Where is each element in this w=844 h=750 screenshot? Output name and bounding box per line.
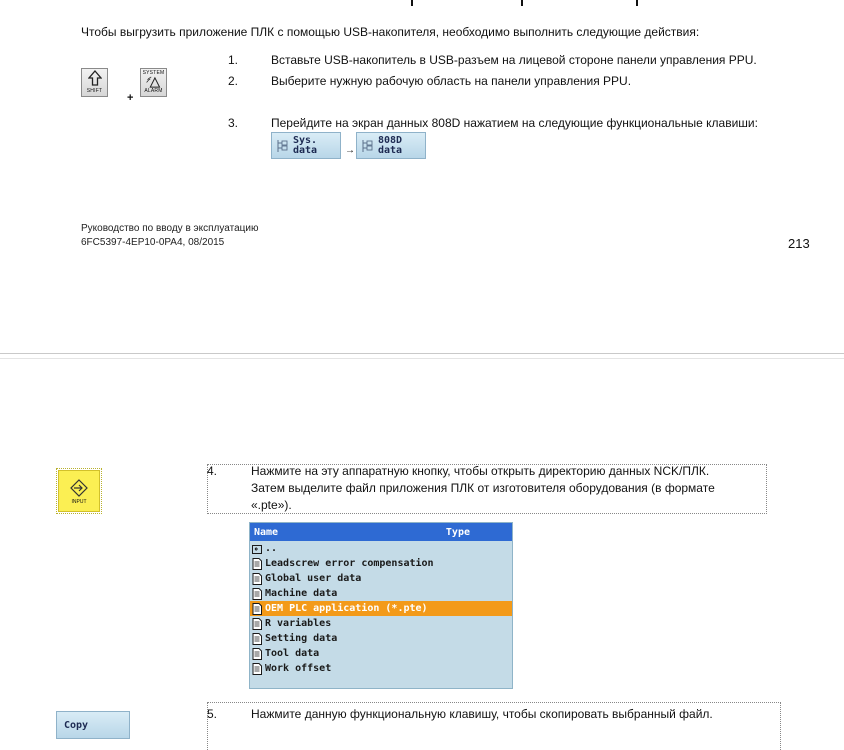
step-number: 3. — [227, 116, 238, 130]
file-list-item[interactable] — [250, 601, 512, 616]
table-tick — [636, 0, 638, 6]
shift-arrow-icon — [88, 70, 102, 86]
footer-manual-title: Руководство по вводу в эксплуатацию — [81, 223, 259, 234]
input-key[interactable] — [58, 470, 100, 512]
arrow-right-icon: → — [345, 145, 355, 156]
page-separator — [0, 358, 844, 359]
step4-line: Нажмите на эту аппаратную кнопку, чтобы открыть директорию данных NCK/ПЛК. — [251, 464, 710, 478]
file-list-rows — [250, 541, 512, 676]
file-list-item[interactable] — [250, 646, 512, 661]
file-icon — [252, 663, 262, 675]
file-icon — [252, 558, 262, 570]
file-icon — [252, 603, 262, 615]
copy-softkey[interactable] — [56, 711, 130, 739]
folder-tree-icon — [361, 138, 373, 154]
file-list-item-label: .. — [265, 543, 278, 554]
table-tick — [411, 0, 413, 6]
page-separator — [0, 353, 844, 354]
file-list-item[interactable] — [250, 571, 512, 586]
file-list-item-label: Machine data — [265, 588, 338, 599]
step-number: 1. — [227, 53, 238, 67]
softkey-line2: data — [378, 144, 403, 156]
file-list-item-label: OEM PLC application (*.pte) — [265, 603, 428, 614]
plus-sign: + — [127, 92, 134, 104]
file-list-item[interactable] — [250, 586, 512, 601]
intro-text: Чтобы выгрузить приложение ПЛК с помощью USB-накопителя, необходимо выполнить следующие действия: — [81, 25, 700, 39]
softkey-line1: 808D — [378, 134, 403, 146]
step-number: 4. — [207, 464, 218, 478]
alarm-key-label: ALARM — [144, 88, 163, 94]
system-key-label: SYSTEM — [142, 70, 165, 76]
file-icon — [252, 633, 262, 645]
file-icon — [252, 648, 262, 660]
file-icon — [252, 618, 262, 630]
file-list-panel — [249, 522, 513, 689]
step4-line: «.pte»). — [251, 498, 292, 512]
copy-softkey-label: Copy — [64, 719, 89, 731]
table-tick — [521, 0, 523, 6]
footer-doc-number: 6FC5397-4EP10-0PA4, 08/2015 — [81, 237, 225, 248]
column-name-header: Name — [254, 526, 279, 538]
file-list-item-label: Tool data — [265, 648, 320, 659]
file-list-item[interactable] — [250, 541, 512, 556]
file-list-item-label: Leadscrew error compensation — [265, 558, 434, 569]
input-enter-icon — [69, 478, 89, 498]
step-number: 5. — [207, 707, 218, 721]
step4-line: Затем выделите файл приложения ПЛК от изготовителя оборудования (в формате — [251, 481, 715, 495]
step-number: 2. — [227, 74, 238, 88]
shift-key[interactable] — [81, 68, 108, 97]
input-key-label: INPUT — [71, 498, 87, 505]
file-list-item-label: Work offset — [265, 663, 332, 674]
808d-data-softkey[interactable] — [356, 132, 426, 159]
step-text: Вставьте USB-накопитель в USB-разъем на лицевой стороне панели управления PPU. — [271, 53, 757, 67]
shift-key-label: SHIFT — [86, 88, 103, 94]
file-list-item[interactable] — [250, 661, 512, 676]
file-list-item-label: Setting data — [265, 633, 338, 644]
folder-tree-icon — [276, 138, 288, 154]
file-list-item[interactable] — [250, 616, 512, 631]
step-text: Выберите нужную рабочую область на панели управления PPU. — [271, 74, 632, 88]
file-list-item-label: R variables — [265, 618, 332, 629]
sys-data-softkey[interactable] — [271, 132, 341, 159]
file-icon — [252, 588, 262, 600]
file-list-header — [250, 523, 512, 541]
step5-text: Нажмите данную функциональную клавишу, чтобы скопировать выбранный файл. — [251, 707, 713, 721]
softkey-line1: Sys. — [293, 134, 318, 146]
file-list-item[interactable] — [250, 556, 512, 571]
page-number: 213 — [788, 236, 810, 251]
file-icon — [252, 573, 262, 585]
alarm-icon — [145, 76, 163, 88]
column-type-header: Type — [445, 526, 470, 538]
folder-up-icon — [252, 543, 262, 555]
softkey-line2: data — [293, 144, 318, 156]
file-list-item[interactable] — [250, 631, 512, 646]
step-text: Перейдите на экран данных 808D нажатием на следующие функциональные клавиши: — [271, 116, 758, 130]
file-list-item-label: Global user data — [265, 573, 362, 584]
system-alarm-key[interactable] — [140, 68, 167, 97]
